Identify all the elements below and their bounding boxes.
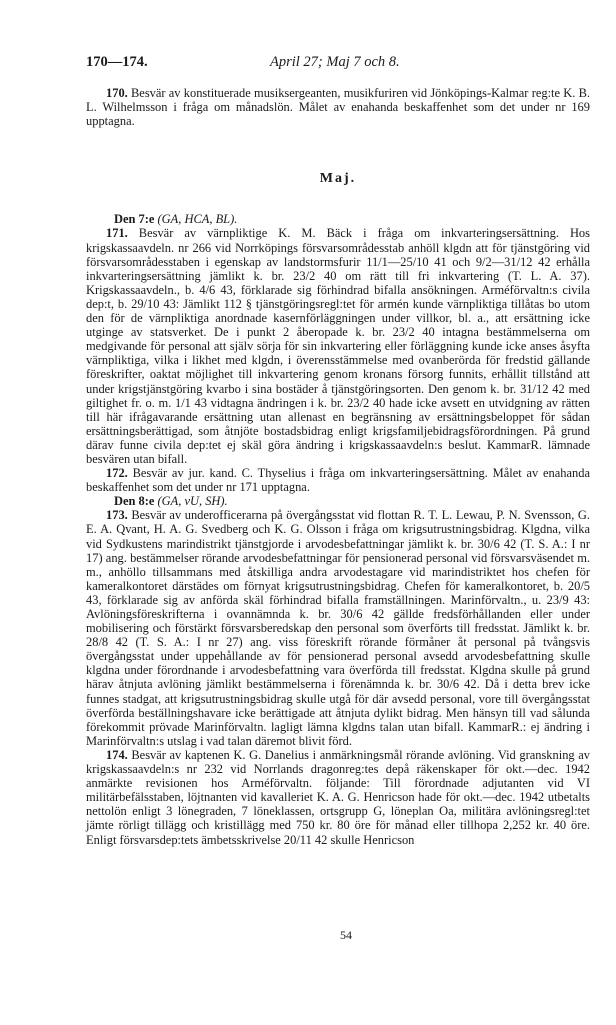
page-number: 54: [340, 928, 352, 942]
case-172: [86, 466, 590, 494]
case-number: 172.: [106, 466, 128, 481]
case-number: 174.: [106, 747, 128, 762]
day-heading-7: [86, 212, 590, 226]
document-page: [86, 54, 590, 847]
case-text: Besvär av värnpliktige K. M. Bäck i fråga om inkvarteringsersättning. Hos krigskassaavdeln. nr 266 vid Norrköpings försvarsområdesstab anhöll klgdn att för tjänstgöring vid försvarsområdesstaben i egenskap av landstormsfurir 11/1—25/10 41 och 9/2—31/12 42 erhålla inkvarteringsersättning jämlikt k. br. 23/2 40 om rätt till fri inkvartering (T. L. A. 37). Krigskassaavdeln., b. 4/6 43, förklarade sig förhindrad bifalla ansökningen. Arméförvaltn:s civila dep:t, b. 29/10 43: Jämlikt 112 § tjänstgöringsregl:tet för armén kunde värnpliktiga tillåtas bo utom den för de värnpliktiga anordnade kasernförläggningen under villkor, bl. a., att ersättning icke utginge av statsverket. De i punkt 2 åberopade k. br. 23/2 40 intagna bestämmelserna om medgivande för personal att själv sörja för sin inkvartering eller förläggning kunde icke anses åsyfta värnpliktiga, vilka i likhet med klgdn, i överensstämmelse med ovanberörda för fredstid gällande föreskrifter, oaktat möjlighet till inkvartering genom kronans försorg funnits, erhållit tillstånd att under krigstjänstgöring kvarbo i sina bostäder å tjänstgöringsorten. Den genom k. br. 31/12 42 med giltighet fr. o. m. 1/1 43 vidtagna ändringen i k. br. 23/2 40 hade icke avsett en utvidgning av rätten till här ifrågavarande ersättning utan allenast en begränsning av ersättningsbeloppet för sådan ersättningsberättigad, som åtnjöte bostadsbidrag enligt krigsfamiljebidragsförordningen. På grund därav funne civila dep:tet ej skäl göra ändring i krigskassaavdeln:s beslut. KammarR. lämnade besvären utan bifall.: [86, 226, 590, 466]
case-number: 171.: [106, 226, 128, 241]
case-text: Besvär av kaptenen K. G. Danelius i anmärkningsmål rörande avlöning. Vid granskning av krigskassaavdeln:s nr 232 vid Norrlands dragonreg:tes depå räkenskaper för okt.—dec. 1942 anmärkte revisionen hos Arméförvaltn. följande: Till förordnade adjutanten vid VI militärbefälsstaben, löjtnanten vid kavalleriet K. A. G. Henricson hade för okt.—dec. 1942 utbetalts nettolön enligt 3 lönegraden, 7 löneklassen, ortsgrupp G, löneplan Oa, militära avlöningsregl:tet jämte rörligt tillägg och kristillägg med 750 kr. 80 öre för månad eller tillhopa 2,252 kr. 40 öre. Enligt försvarsdep:tets ämbetsskrivelse 20/11 42 skulle Henricson: [86, 747, 590, 847]
case-text: Besvär av jur. kand. C. Thyselius i fråga om inkvarteringsersättning. Målet av enahanda beskaffenhet som det under nr 171 upptagna.: [86, 466, 590, 495]
case-174: [86, 748, 590, 847]
case-text: Besvär av konstituerade musiksergeanten, musikfuriren vid Jönköpings-Kalmar reg:te K. B. L. Wilhelmsson i fråga om månadslön. Målet av enahanda beskaffenhet som det under nr 169 upptagna.: [86, 86, 590, 129]
body-text: [86, 86, 590, 847]
case-text: Besvär av underofficerarna på övergångsstat vid flottan R. T. L. Lewau, P. N. Svensson, G. E. A. Qvant, H. A. G. Svedberg och K. G. Olsson i fråga om krigsutrustningsbidrag. Klgdna, vilka vid Sydkustens marindistrikt tjänstgjorde i arvodesbefattningar jämlikt k. br. 30/6 42 (T. S. A.: I nr 17) ang. bestämmelser rörande arvodesbefattningar för pensionerad personal vid försvarsväsendet m. m., anhöllo tillsammans med åtskilliga andra arvodestagare vid marindistriktet hos chefen för kameralkontoret därstädes om förnyat krigsutrustningsbidrag. Chefen för kameralkontoret, b. 20/5 43, förklarade sig av anförda skäl förhindrad bifalla framställningen. Marinförvaltn., u. 23/9 43: Avlöningsföreskrifterna i ovannämnda k. br. 30/6 42 gällde fredsförhållanden eller under mobilisering och förstärkt försvarsberedskap den personal som överförts till fredsstat. Jämlikt k. br. 28/8 42 (T. S. A.: I nr 27) ang. viss föreskrift rörande förmåner åt personal på tvångsvis övergångsstat under uppehållande av för pensionerad personal avsedd arvodesbefattning skulle klgdna under förordnande i arvodesbefattning vara överförda till fredsstat. Klgdna skulle på grund härav åtnjuta avlöning jämlikt bestämmelserna i förenämnda k. br. 30/6 42. Då i detta brev icke funnes stadgat, att krigsutrustningsbidrag skulle utgå för där avsedd personal, vore till övergångsstat överförda beställningshavare icke berättigade att åtnjuta dylikt bidrag. Men hänsyn till vad sålunda förekommit prövade Marinförvaltn. lagligt lämna klgdns talan utan bifall. KammarR.: ej ändring i Marinförvaltn:s utslag i vad talan däremot blivit förd.: [86, 508, 590, 748]
department-codes: (GA, vU, SH).: [154, 494, 228, 509]
department-codes: (GA, HCA, BL).: [154, 212, 238, 227]
day-label: Den 8:e: [114, 494, 155, 509]
header-dates: April 27; Maj 7 och 8.: [270, 54, 400, 70]
case-number: 173.: [106, 508, 128, 523]
case-173: [86, 508, 590, 748]
day-label: Den 7:e: [114, 212, 155, 227]
month-heading: Maj.: [319, 171, 357, 187]
case-number: 170.: [106, 86, 128, 100]
case-170: [86, 86, 590, 128]
case-171: [86, 226, 590, 466]
day-heading-8: [86, 494, 590, 508]
running-header: [86, 54, 590, 76]
case-range: 170—174.: [86, 54, 148, 70]
